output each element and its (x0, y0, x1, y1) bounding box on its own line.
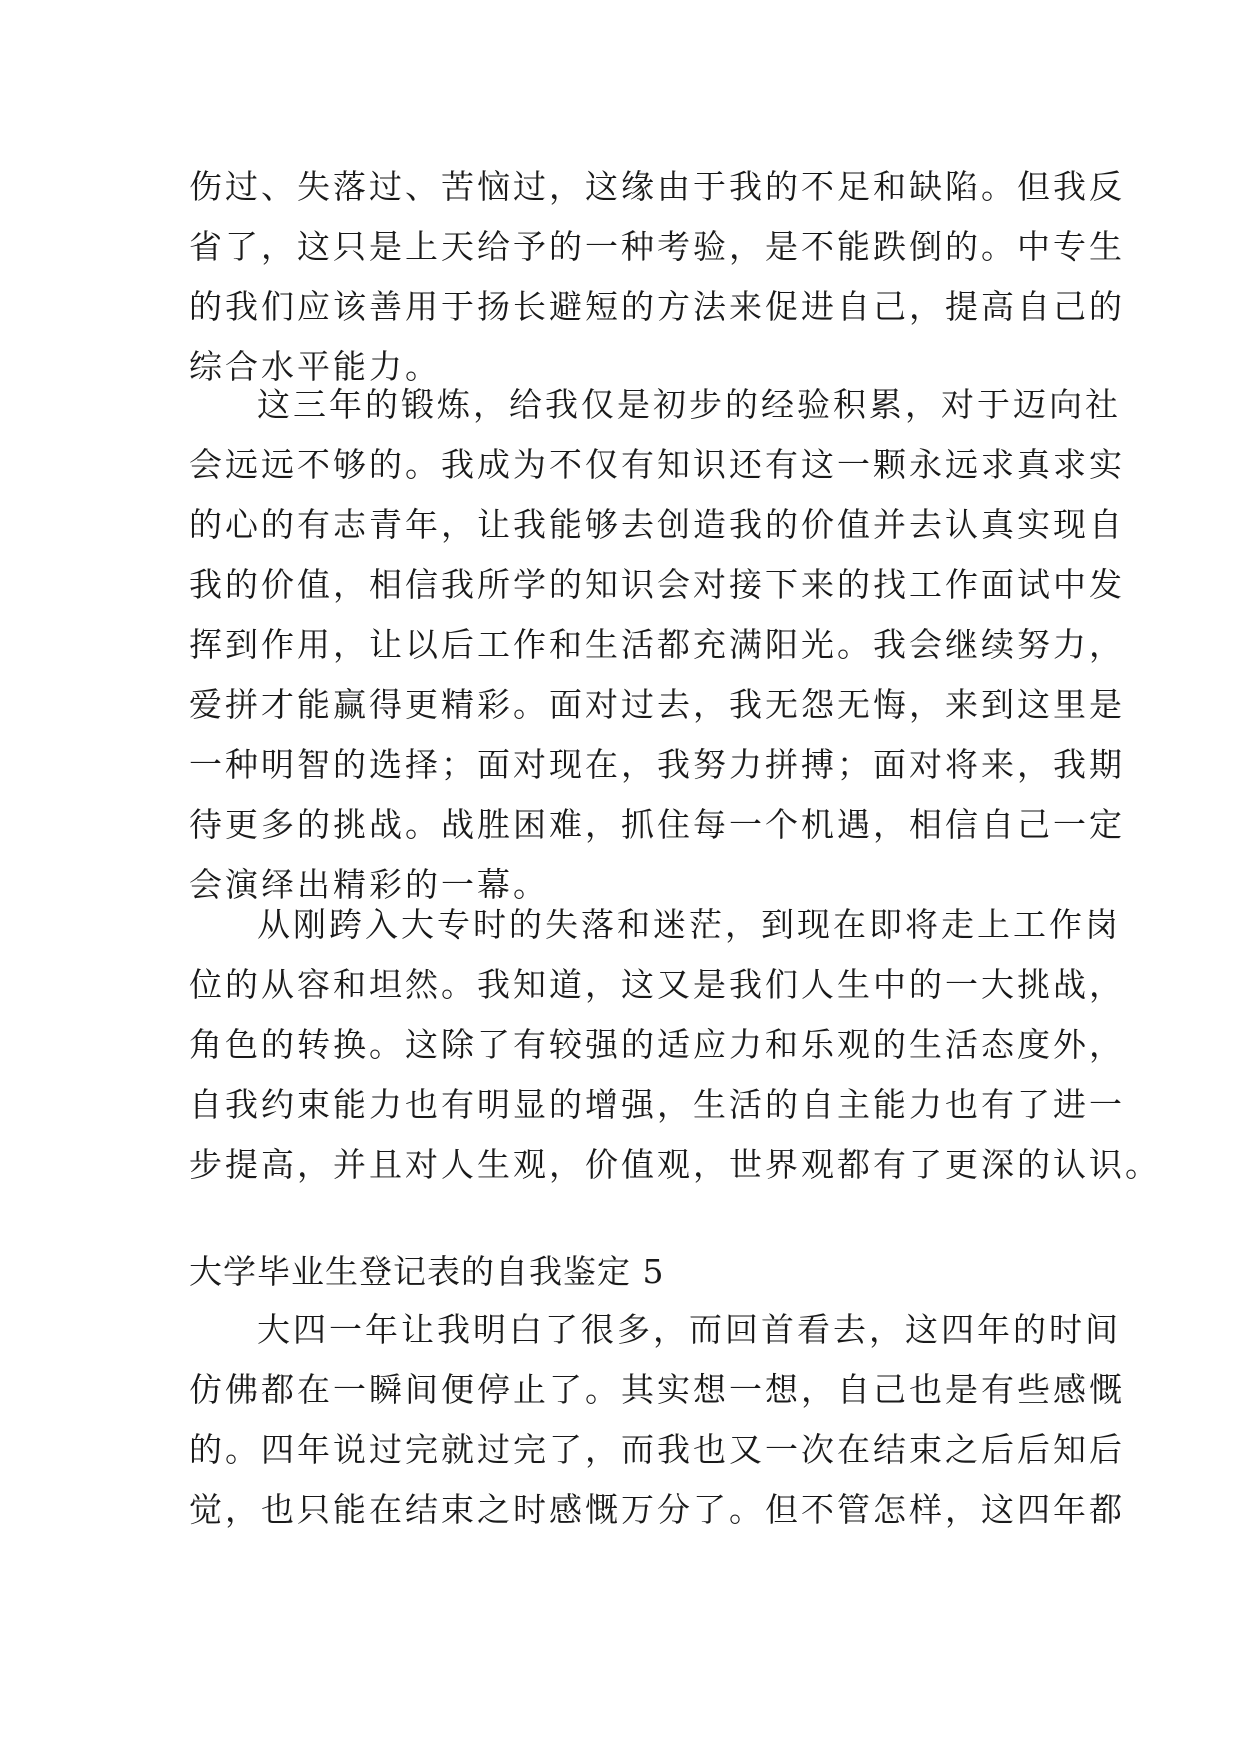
paragraph-1 (189, 157, 1125, 397)
paragraph-3-line: 自我约束能力也有明显的增强，生活的自主能力也有了进一 (189, 1085, 1125, 1124)
paragraph-4-line: 仿佛都在一瞬间便停止了。其实想一想，自己也是有些感慨 (189, 1370, 1125, 1409)
paragraph-3-line: 步提高，并且对人生观，价值观，世界观都有了更深的认识。 (189, 1145, 1161, 1184)
paragraph-4-line: 大四一年让我明白了很多，而回首看去，这四年的时间 (257, 1310, 1121, 1349)
paragraph-1-line: 伤过、失落过、苦恼过，这缘由于我的不足和缺陷。但我反 (189, 167, 1125, 206)
paragraph-2-line: 的心的有志青年，让我能够去创造我的价值并去认真实现自 (189, 505, 1125, 544)
section-heading-block (189, 1242, 1069, 1302)
paragraph-2-line: 待更多的挑战。战胜困难，抓住每一个机遇，相信自己一定 (189, 805, 1125, 844)
paragraph-1-line: 综合水平能力。 (189, 347, 441, 386)
paragraph-2 (189, 375, 1125, 915)
paragraph-4-line: 觉，也只能在结束之时感慨万分了。但不管怎样，这四年都 (189, 1490, 1125, 1529)
paragraph-4 (189, 1300, 1125, 1540)
paragraph-3-line: 从刚跨入大专时的失落和迷茫，到现在即将走上工作岗 (257, 905, 1121, 944)
paragraph-2-line: 会远远不够的。我成为不仅有知识还有这一颗永远求真求实 (189, 445, 1125, 484)
paragraph-2-line: 我的价值，相信我所学的知识会对接下来的找工作面试中发 (189, 565, 1125, 604)
paragraph-2-line: 这三年的锻炼，给我仅是初步的经验积累，对于迈向社 (257, 385, 1121, 424)
paragraph-3-line: 位的从容和坦然。我知道，这又是我们人生中的一大挑战， (189, 965, 1125, 1004)
section-heading: 大学毕业生登记表的自我鉴定 5 (189, 1252, 665, 1291)
paragraph-1-line: 的我们应该善用于扬长避短的方法来促进自己，提高自己的 (189, 287, 1125, 326)
paragraph-4-line: 的。四年说过完就过完了，而我也又一次在结束之后后知后 (189, 1430, 1125, 1469)
paragraph-3-line: 角色的转换。这除了有较强的适应力和乐观的生活态度外， (189, 1025, 1125, 1064)
paragraph-1-line: 省了，这只是上天给予的一种考验，是不能跌倒的。中专生 (189, 227, 1125, 266)
paragraph-2-line: 会演绎出精彩的一幕。 (189, 865, 549, 904)
paragraph-2-line: 一种明智的选择；面对现在，我努力拼搏；面对将来，我期 (189, 745, 1125, 784)
paragraph-2-line: 挥到作用，让以后工作和生活都充满阳光。我会继续努力， (189, 625, 1125, 664)
paragraph-2-line: 爱拼才能赢得更精彩。面对过去，我无怨无悔，来到这里是 (189, 685, 1125, 724)
paragraph-3 (189, 895, 1161, 1195)
